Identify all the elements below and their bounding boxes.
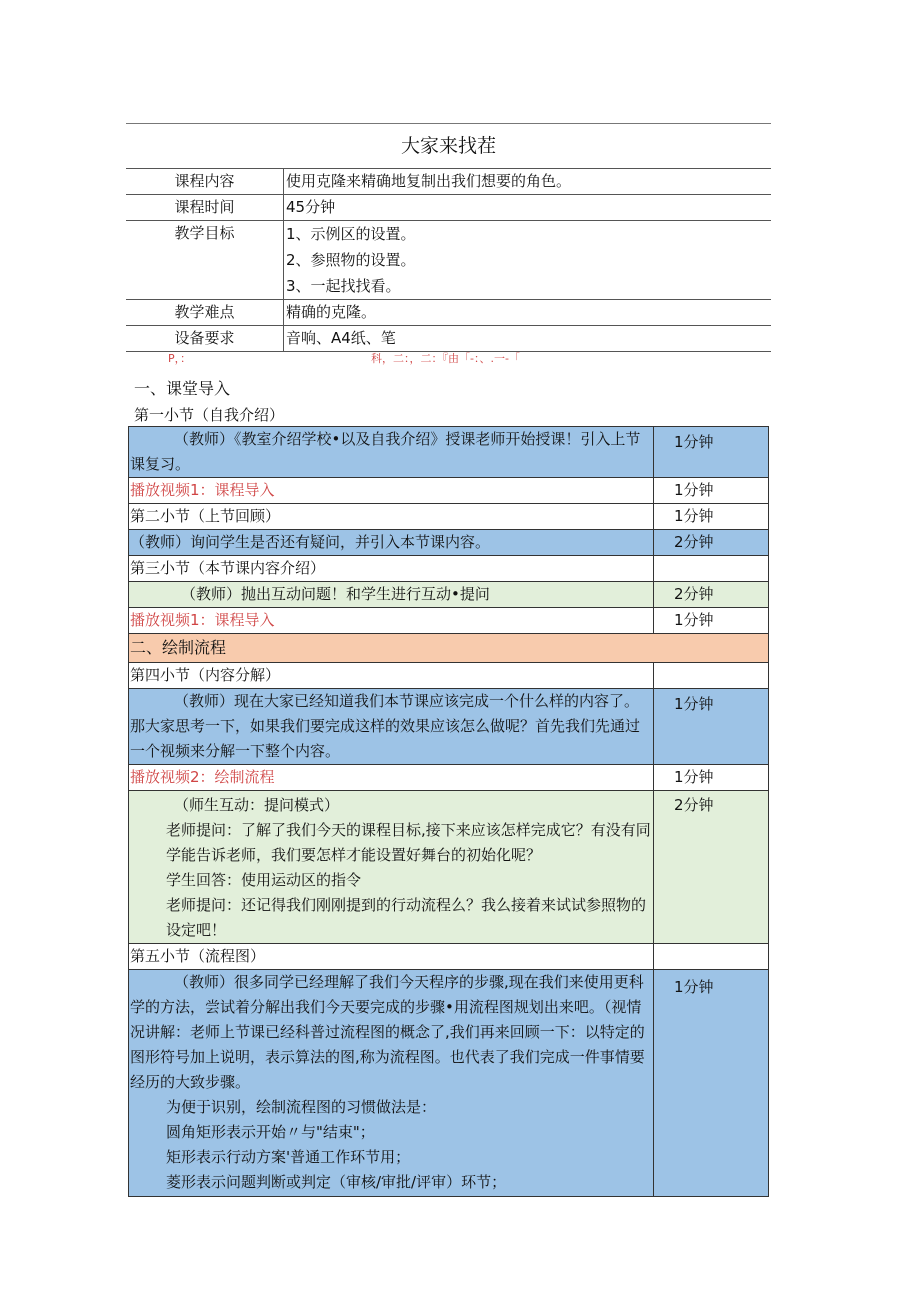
table-row xyxy=(129,556,769,582)
table-row xyxy=(129,608,769,634)
info-row-time xyxy=(126,195,771,221)
row-text: （教师）现在大家已经知道我们本节课应该完成一个什么样的内容了。那大家思考一下，如果我们要完成这样的效果应该怎么做呢？首先我们先通过一个视频来分解一下整个内容。 xyxy=(130,692,641,760)
garbled-red-line xyxy=(126,348,771,366)
row-time xyxy=(654,663,769,689)
row-time: 1分钟 xyxy=(654,970,769,1197)
table-row xyxy=(129,530,769,556)
table-row xyxy=(129,582,769,608)
row-text: 矩形表示行动方案'普通工作环节用； xyxy=(166,1148,411,1166)
info-label: 教学难点 xyxy=(126,300,284,326)
goal-item: 1、示例区的设置。 xyxy=(286,225,416,243)
table-row xyxy=(129,427,769,478)
info-row-content xyxy=(126,169,771,195)
table-row xyxy=(129,791,769,944)
row-text: 老师提问：了解了我们今天的课程目标,接下来应该怎样完成它？有没有同学能告诉老师，我们要怎样才能设置好舞台的初始化呢？ xyxy=(166,821,651,864)
table-row xyxy=(129,504,769,530)
row-text: 老师提问：还记得我们刚刚提到的行动流程么？我么接着来试试参照物的设定吧！ xyxy=(166,896,647,939)
page-title: 大家来找茬 xyxy=(400,135,496,157)
row-text: 第二小节（上节回顾） xyxy=(129,504,654,530)
info-label: 设备要求 xyxy=(126,326,284,352)
row-time xyxy=(654,944,769,970)
row-time xyxy=(654,556,769,582)
row-time: 2分钟 xyxy=(654,530,769,556)
row-text: 第五小节（流程图） xyxy=(129,944,654,970)
row-time: 1分钟 xyxy=(654,608,769,634)
info-row-goals xyxy=(126,221,771,300)
row-time: 1分钟 xyxy=(654,478,769,504)
row-time: 1分钟 xyxy=(654,689,769,765)
section-heading: 二、绘制流程 xyxy=(129,634,769,663)
row-text: 圆角矩形表示开始〃与"结束"； xyxy=(166,1123,375,1141)
info-value: 使用克隆来精确地复制出我们想要的角色。 xyxy=(286,172,572,190)
lesson-plan-table xyxy=(128,426,769,1197)
garbled-text-left: P，： xyxy=(168,352,192,365)
row-text: （教师）《教室介绍学校•以及自我介绍》授课老师开始授课！引入上节课复习。 xyxy=(130,430,641,473)
row-text: 第四小节（内容分解） xyxy=(129,663,654,689)
goal-item: 3、一起找找看。 xyxy=(286,277,401,295)
course-info-table xyxy=(126,168,771,352)
row-text: 播放视频1：课程导入 xyxy=(129,478,654,504)
row-text: （师生互动：提问模式） xyxy=(174,796,340,814)
garbled-text-right: 科，二：，二：『由「-：、.一-「 xyxy=(371,352,520,365)
row-time: 1分钟 xyxy=(654,504,769,530)
info-value: 音响、A4纸、笔 xyxy=(286,329,396,347)
subsection-heading: 第一小节（自我介绍） xyxy=(134,406,285,424)
row-text: 学生回答：使用运动区的指令 xyxy=(166,871,362,889)
row-text: 播放视频1：课程导入 xyxy=(129,608,654,634)
table-row xyxy=(129,944,769,970)
table-row xyxy=(129,663,769,689)
row-text: （教师）很多同学已经理解了我们今天程序的步骤,现在我们来使用更科学的方法，尝试着分解出我们今天要完成的步骤•用流程图规划出来吧。（视情况讲解：老师上节课已经科普过流程图的概念了,我们再来回顾一下：以特定的图形符号加上说明，表示算法的图,称为流程图。也代表了我们完成一件事情要经历的大致步骤。 xyxy=(130,973,645,1091)
info-value xyxy=(284,221,772,300)
table-row xyxy=(129,634,769,663)
row-text: 播放视频2：绘制流程 xyxy=(129,765,654,791)
info-label: 教学目标 xyxy=(126,221,284,300)
table-row xyxy=(129,970,769,1197)
row-text: 菱形表示问题判断或判定（审核/审批/评审）环节； xyxy=(166,1173,507,1191)
table-row xyxy=(129,765,769,791)
info-value: 45分钟 xyxy=(286,198,336,216)
info-value: 精确的克隆。 xyxy=(286,303,377,321)
row-text: 为便于识别，绘制流程图的习惯做法是： xyxy=(166,1098,437,1116)
table-row xyxy=(129,478,769,504)
info-label: 课程内容 xyxy=(126,169,284,195)
row-text: （教师）抛出互动问题！和学生进行互动•提问 xyxy=(129,582,654,608)
row-text: （教师）询问学生是否还有疑问，并引入本节课内容。 xyxy=(129,530,654,556)
goal-item: 2、参照物的设置。 xyxy=(286,251,416,269)
info-row-difficulty xyxy=(126,300,771,326)
row-time: 1分钟 xyxy=(654,765,769,791)
table-row xyxy=(129,689,769,765)
section-heading: 一、课堂导入 xyxy=(134,379,231,398)
row-text: 第三小节（本节课内容介绍） xyxy=(129,556,654,582)
row-time: 1分钟 xyxy=(654,427,769,478)
row-time: 2分钟 xyxy=(654,582,769,608)
row-time: 2分钟 xyxy=(654,791,769,944)
info-label: 课程时间 xyxy=(126,195,284,221)
top-rule xyxy=(126,123,771,124)
